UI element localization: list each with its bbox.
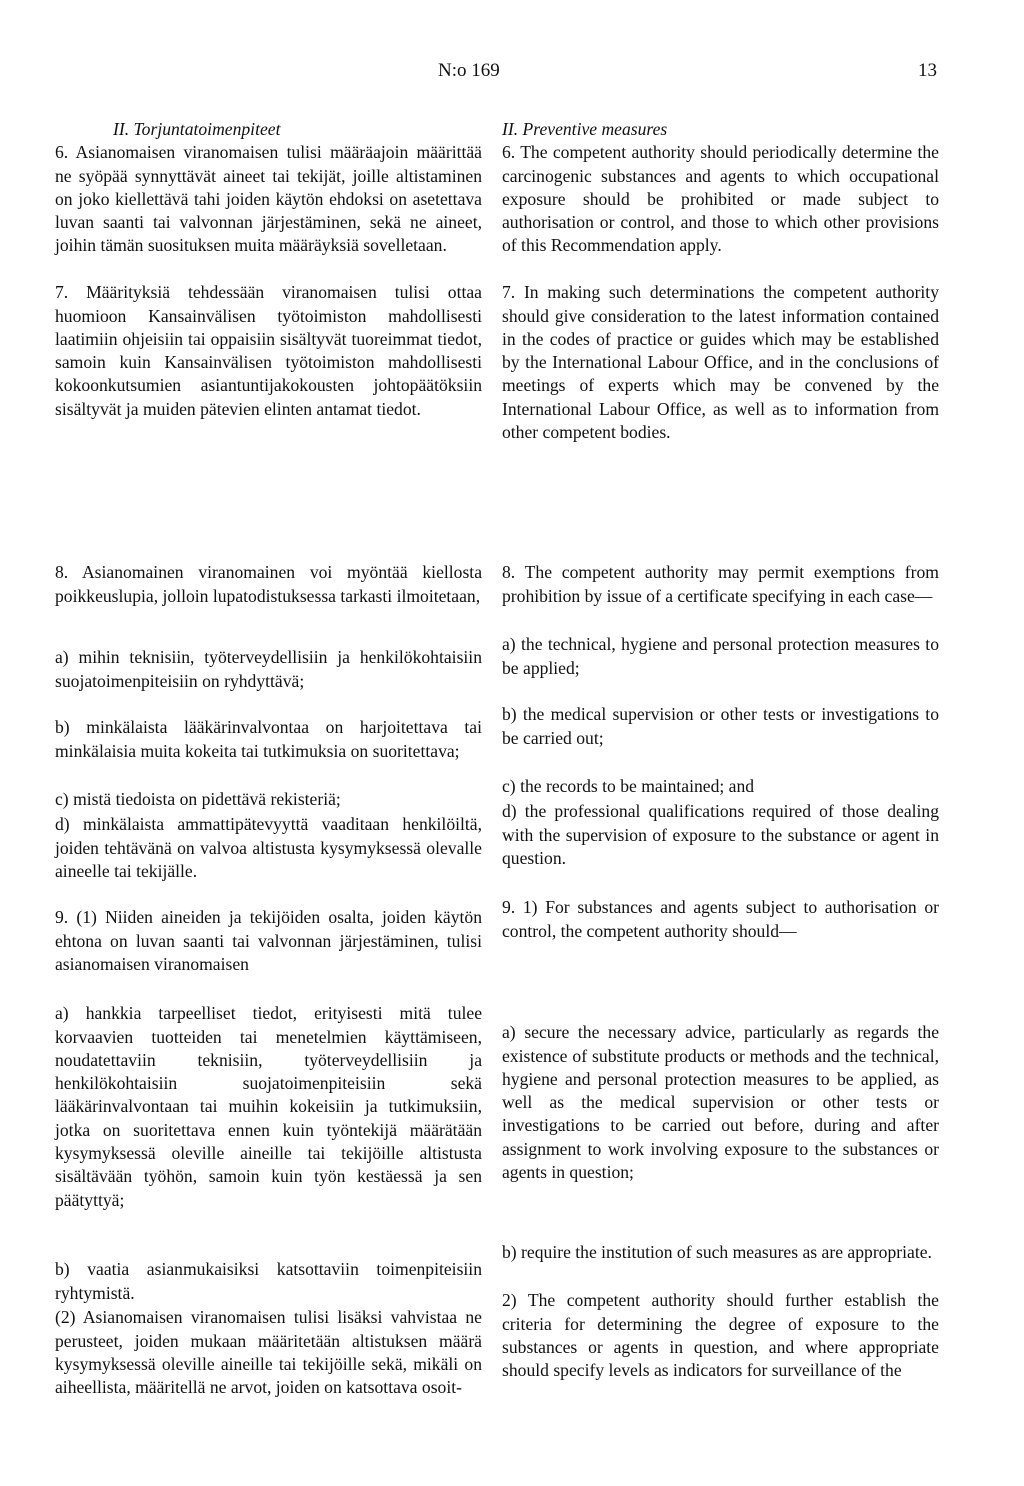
english-paragraph-9-2: 2) The competent authority should further establish the criteria for determining the degree of exposure to the substances or agents in question, and where appropriate should specify levels as indicators for surveillance of the xyxy=(502,1290,939,1381)
finnish-paragraph-6: 6. Asianomaisen viranomaisen tulisi määräajoin määrittää ne syöpää synnyttävät aineet tai tekijät, joille altistaminen on joko kiellettävä tahi joiden käytön ehdoksi on asetettava luvan saanti tai valvonnan järjestäminen, sekä ne aineet, joihin tämän suosituksen muita määräyksiä sovelletaan. xyxy=(55,142,482,256)
finnish-item-8a: a) mihin teknisiin, työterveydellisiin ja henkilökohtaisiin suojatoimenpiteisiin on ryhdyttävä; xyxy=(55,647,482,691)
english-paragraph-6: 6. The competent authority should periodically determine the carcinogenic substances and agents to which occupational exposure should be prohibited or made subject to authorisation or control, and those to which other provisions of this Recommendation apply. xyxy=(502,142,939,256)
finnish-paragraph-9-2: (2) Asianomaisen viranomaisen tulisi lisäksi vahvistaa ne perusteet, joiden mukaan määritetään altistuksen määrä kysymyksessä oleville aineille tai tekijöille sekä, mikäli on aiheellista, määritellä ne arvot, joiden on katsottava osoit- xyxy=(55,1307,482,1398)
english-paragraph-9-1: 9. 1) For substances and agents subject to authorisation or control, the competent authority should— xyxy=(502,897,939,941)
english-item-9b: b) require the institution of such measures as are appropriate. xyxy=(502,1242,932,1263)
finnish-item-9b: b) vaatia asianmukaisiksi katsottaviin toimenpiteisiin ryhtymistä. xyxy=(55,1259,482,1303)
english-paragraph-8: 8. The competent authority may permit exemptions from prohibition by issue of a certificate specifying in each case— xyxy=(502,562,939,606)
finnish-paragraph-8: 8. Asianomainen viranomainen voi myöntää kiellosta poikkeuslupia, jolloin lupatodistuksessa tarkasti ilmoitetaan, xyxy=(55,562,482,606)
finnish-item-9a: a) hankkia tarpeelliset tiedot, erityisesti mitä tulee korvaavien tuotteiden tai menetelmien käyttämiseen, noudatettaviin teknisiin, työterveydellisiin ja henkilökohtaisiin suojatoimenpiteisiin sekä lääkärinvalvontaan tai muihin kokeisiin ja tutkimuksiin, jotka on suoritettava ennen kuin työntekijä määrätään kysymyksessä oleville aineille tai tekijöille altistusta sisältävään työhön, samoin kuin työn kestäessä ja sen päätyttyä; xyxy=(55,1003,482,1210)
finnish-column xyxy=(55,118,482,1399)
english-item-8a: a) the technical, hygiene and personal protection measures to be applied; xyxy=(502,634,939,678)
english-paragraph-7: 7. In making such determinations the competent authority should give consideration to the latest information contained in the codes of practice or guides which may be established by the International Labour Office, and in the conclusions of meetings of experts which may be convened by the International Labour Office, as well as to information from other competent bodies. xyxy=(502,282,939,443)
english-item-8b: b) the medical supervision or other tests or investigations to be carried out; xyxy=(502,704,939,748)
english-item-8d: d) the professional qualifications required of those dealing with the supervision of exposure to the substance or agent in question. xyxy=(502,801,939,868)
page-header xyxy=(0,60,1024,92)
english-column xyxy=(502,118,939,1382)
finnish-item-8d: d) minkälaista ammattipätevyyttä vaaditaan henkilöiltä, joiden tehtävänä on valvoa altistusta kysymyksessä olevalle aineelle tai tekijälle. xyxy=(55,814,482,881)
finnish-section-heading: II. Torjuntatoimenpiteet xyxy=(113,119,281,139)
finnish-item-8c: c) mistä tiedoista on pidettävä rekisteriä; xyxy=(55,789,341,810)
finnish-paragraph-7: 7. Määrityksiä tehdessään viranomaisen tulisi ottaa huomioon Kansainvälisen työtoimiston mahdollisesti laatimiin ohjeisiin tai oppaisiin sisältyvät tuoreimmat tiedot, samoin kuin Kansainvälisen työtoimiston mahdollisesti kokoonkutsumien asiantuntijakokousten johtopäätöksiin sisältyvät ja muiden pätevien elinten antamat tiedot. xyxy=(55,282,482,419)
document-number: N:o 169 xyxy=(438,60,500,81)
finnish-item-8b: b) minkälaista lääkärinvalvontaa on harjoitettava tai minkälaisia muita kokeita tai tutkimuksia on suoritettava; xyxy=(55,717,482,761)
finnish-paragraph-9-1: 9. (1) Niiden aineiden ja tekijöiden osalta, joiden käytön ehtona on luvan saanti tai valvonnan järjestäminen, tulisi asianomaisen viranomaisen xyxy=(55,907,482,974)
english-section-heading: II. Preventive measures xyxy=(502,119,668,139)
english-item-8c: c) the records to be maintained; and xyxy=(502,776,755,797)
page-number: 13 xyxy=(918,60,937,81)
english-item-9a: a) secure the necessary advice, particularly as regards the existence of substitute products or methods and the technical, hygiene and personal protection measures to be applied, as well as the medical supervision or other tests or investigations to be carried out before, during and after assignment to work involving exposure to the substances or agents in question; xyxy=(502,1022,939,1183)
